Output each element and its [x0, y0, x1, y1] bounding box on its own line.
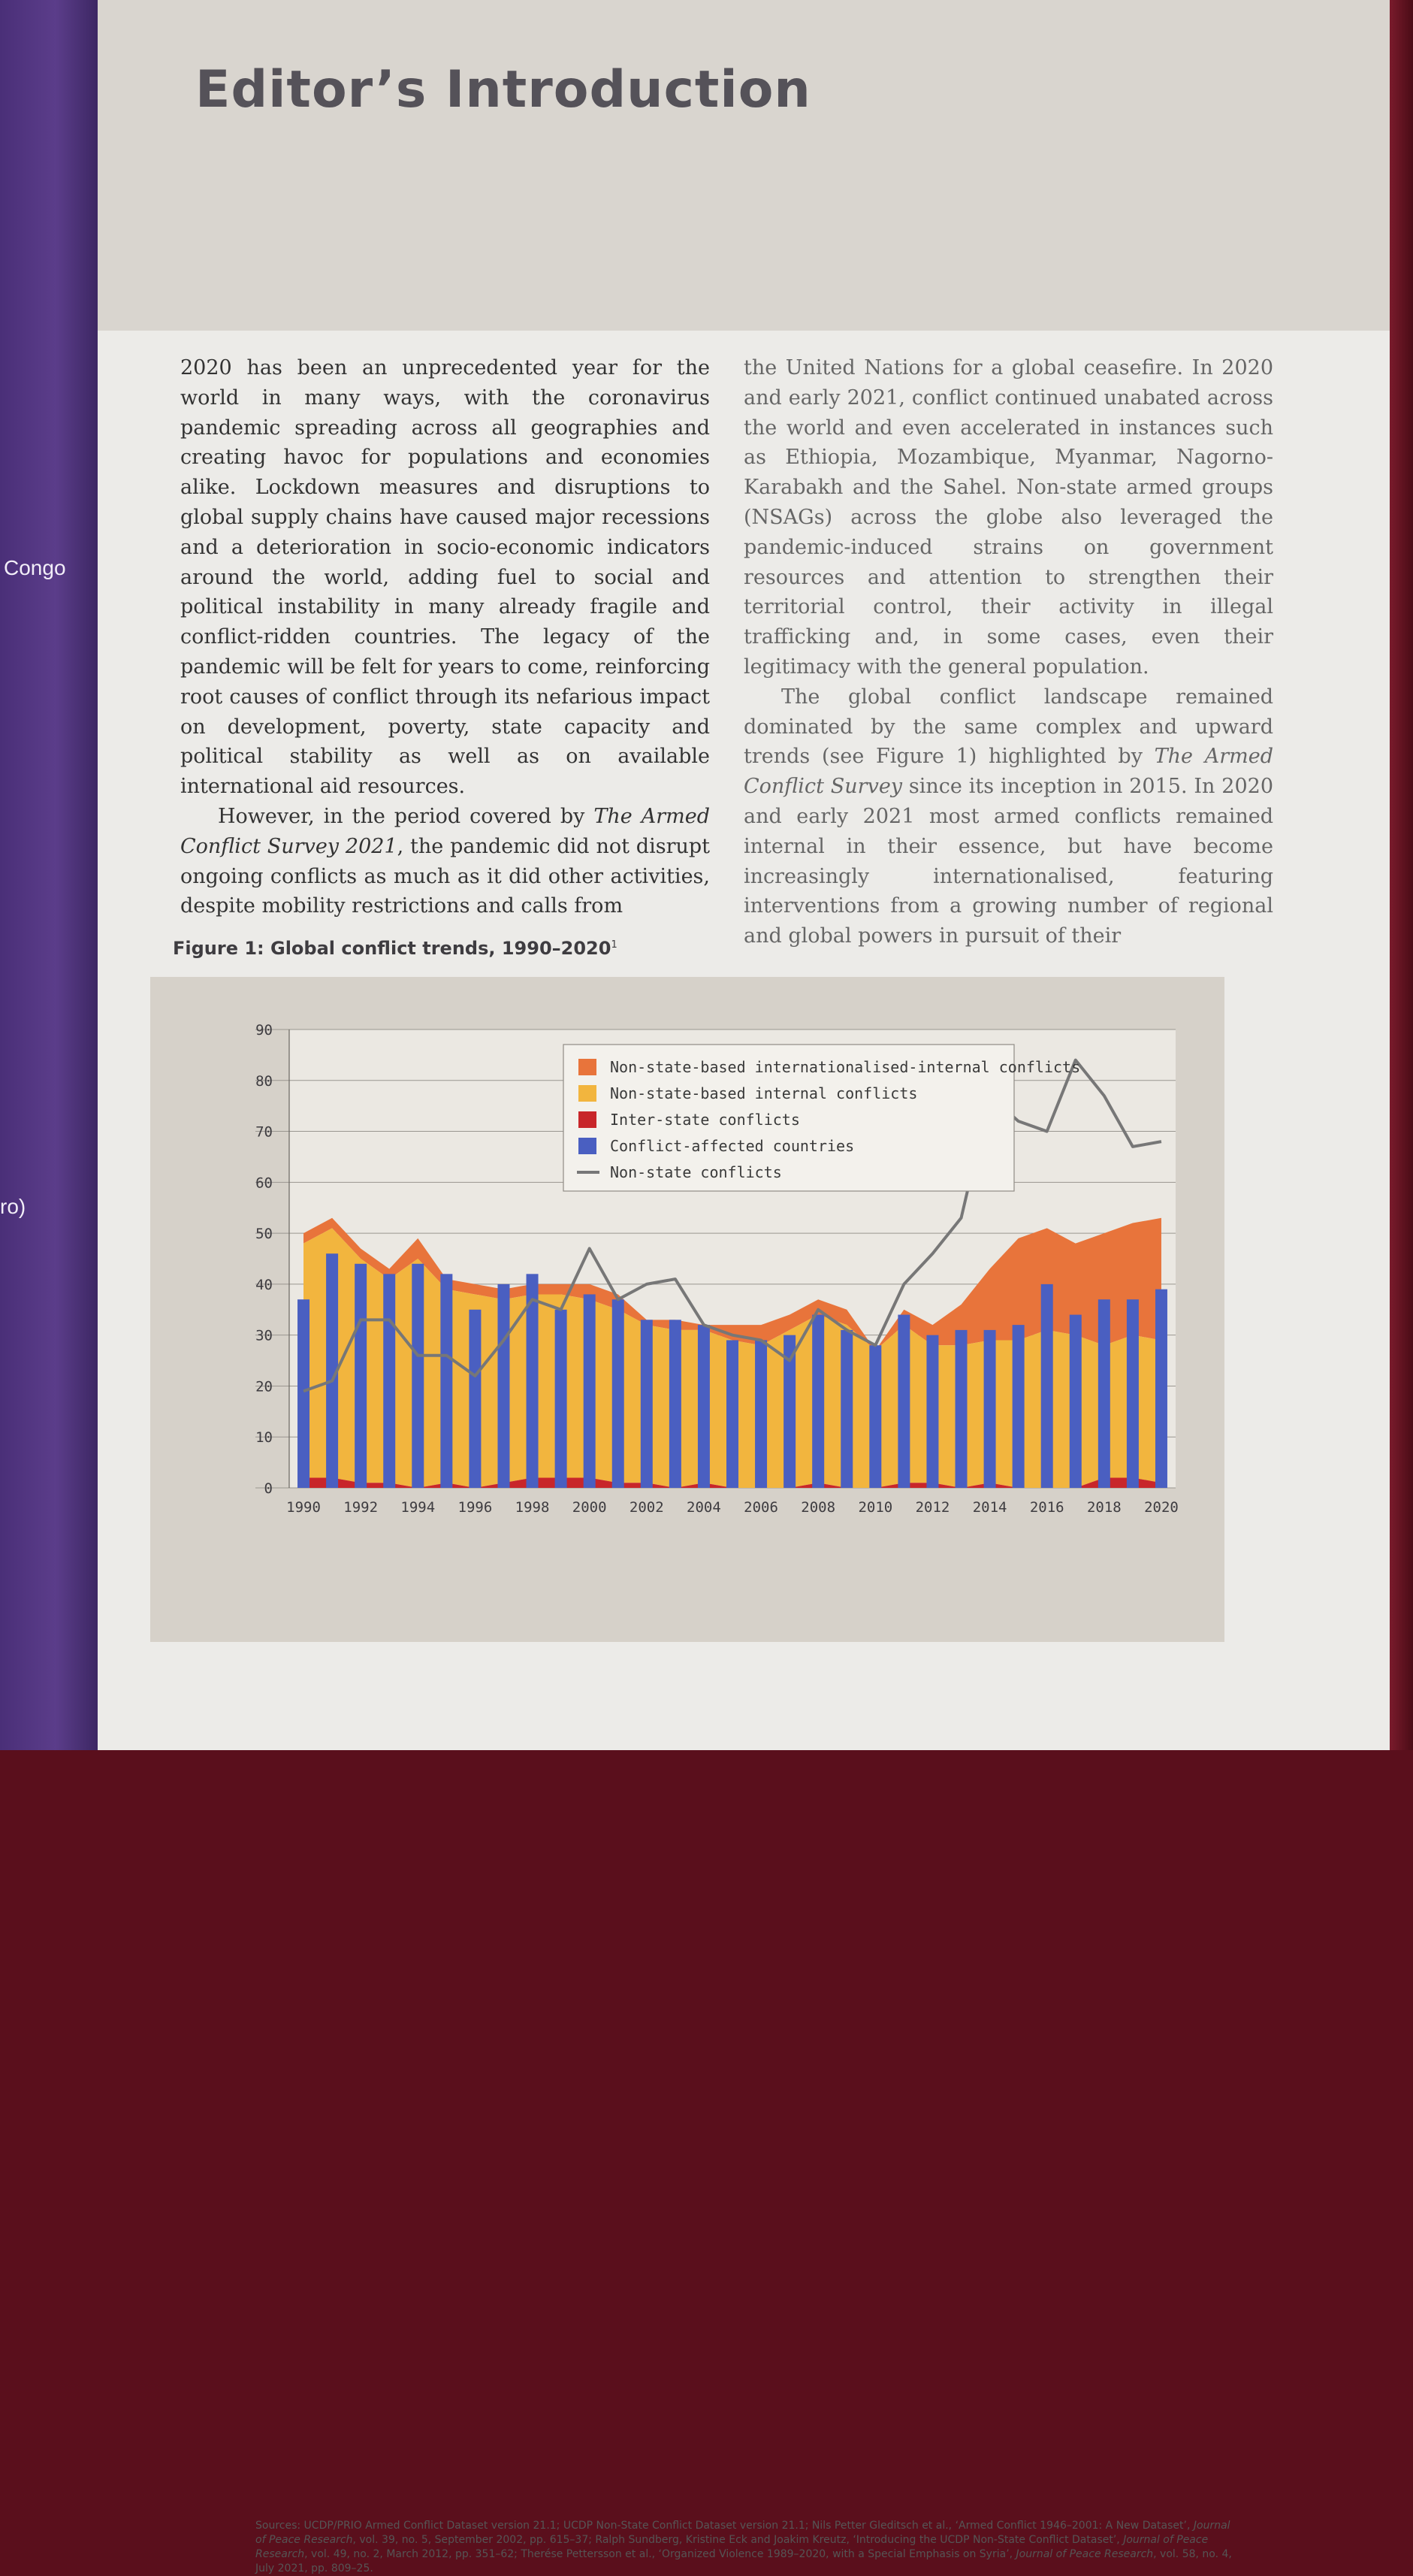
y-tick-label: 30: [255, 1327, 273, 1344]
legend-swatch: [578, 1111, 596, 1128]
legend-swatch: [578, 1085, 596, 1102]
x-tick-label: 2008: [801, 1499, 836, 1516]
legend-swatch: [578, 1138, 596, 1154]
bar-conflict-affected: [1013, 1325, 1025, 1488]
bar-conflict-affected: [1155, 1290, 1167, 1488]
y-tick-label: 80: [255, 1072, 273, 1090]
chart-sources: Sources: UCDP/PRIO Armed Conflict Dataset version 21.1; UCDP Non-State Conflict Dataset version 21.1; Nils Petter Gleditsch et al., ‘Armed Conflict 1946–2001: A New Dataset’, Journal of Peace Research, vol. 39, no. 5, September 2002, pp. 615–37; Ralph Sundberg, Kristine Eck and Joakim Kreutz, ‘Introducing the UCDP Non-State Conflict Dataset’, Journal of Peace Research, vol. 49, no. 2, March 2012, pp. 351–62; Therése Pettersson et al., ‘Organized Violence 1989–2020, with a Special Emphasis on Syria’, Journal of Peace Research, vol. 58, no. 4, July 2021, pp. 809–25.: [255, 2520, 1232, 2574]
bar-conflict-affected: [841, 1330, 853, 1488]
bar-conflict-affected: [812, 1315, 824, 1488]
bar-conflict-affected: [984, 1330, 996, 1488]
x-tick-label: 1990: [286, 1499, 321, 1516]
bar-conflict-affected: [698, 1325, 710, 1488]
book-page: [98, 0, 1390, 2574]
y-tick-label: 20: [255, 1378, 273, 1395]
y-tick-label: 90: [255, 1022, 273, 1039]
chart-panel: [150, 977, 1232, 2574]
bar-conflict-affected: [469, 1310, 481, 1488]
bar-conflict-affected: [669, 1320, 681, 1488]
bar-conflict-affected: [898, 1315, 910, 1488]
y-tick-label: 40: [255, 1276, 273, 1293]
y-tick-label: 60: [255, 1175, 273, 1192]
bar-conflict-affected: [555, 1310, 567, 1488]
bar-conflict-affected: [1098, 1299, 1110, 1488]
paragraph: the United Nations for a global ceasefire. In 2020 and early 2021, conflict continued unabated across the world and even accelerated in instances such as Ethiopia, Mozambique, Myanmar, Nagorno-Karabakh and the Sahel. Non-state armed groups (NSAGs) across the globe also leveraged the pandemic-induced strains on government resources and attention to strengthen their territorial control, their activity in illegal trafficking and, in some cases, even their legitimacy with the general population.: [744, 356, 1273, 679]
x-tick-label: 2020: [1144, 1499, 1179, 1516]
bar-conflict-affected: [641, 1320, 653, 1488]
bar-conflict-affected: [412, 1264, 424, 1488]
text-column-right: [744, 353, 1273, 951]
header-band: [98, 0, 1390, 331]
legend-swatch: [578, 1059, 596, 1075]
bar-conflict-affected: [612, 1299, 624, 1488]
figure-caption: Figure 1: Global conflict trends, 1990–2020$^1$: [173, 938, 617, 959]
x-tick-label: 2012: [915, 1499, 950, 1516]
bar-conflict-affected: [440, 1274, 452, 1488]
bar-conflict-affected: [755, 1340, 767, 1488]
bar-conflict-affected: [956, 1330, 968, 1488]
book-cover-edge: [1390, 0, 1413, 1750]
publication-title: The Armed Conflict Survey 2021: [180, 804, 710, 858]
page-title: Editor’s Introduction: [195, 60, 811, 119]
x-tick-label: 2004: [687, 1499, 721, 1516]
paragraph: However, in the period covered by The Armed Conflict Survey 2021, the pandemic did not disrupt ongoing conflicts as much as it did other activities, despite mobility restrictions and calls from: [180, 804, 710, 918]
bar-conflict-affected: [926, 1335, 938, 1488]
x-tick-label: 2014: [972, 1499, 1007, 1516]
y-tick-label: 50: [255, 1226, 273, 1243]
bar-conflict-affected: [297, 1299, 309, 1488]
legend-label: Non-state-based internationalised-internal conflicts: [610, 1058, 1081, 1076]
x-tick-label: 2002: [629, 1499, 664, 1516]
bar-conflict-affected: [355, 1264, 367, 1488]
bar-conflict-affected: [497, 1284, 509, 1488]
x-tick-label: 2010: [858, 1499, 893, 1516]
legend-label: Non-state conflicts: [610, 1163, 782, 1181]
x-tick-label: 2000: [572, 1499, 607, 1516]
bar-conflict-affected: [383, 1274, 395, 1488]
x-tick-label: 1998: [515, 1499, 550, 1516]
x-tick-label: 1996: [457, 1499, 493, 1516]
legend-label: Non-state-based internal conflicts: [610, 1084, 918, 1102]
legend-label: Conflict-affected countries: [610, 1137, 855, 1155]
bar-conflict-affected: [1070, 1315, 1082, 1488]
x-tick-label: 2006: [744, 1499, 778, 1516]
x-tick-label: 1994: [400, 1499, 436, 1516]
x-tick-label: 2016: [1029, 1499, 1064, 1516]
y-tick-label: 70: [255, 1123, 273, 1141]
y-tick-label: 0: [264, 1480, 273, 1497]
x-tick-label: 1992: [343, 1499, 379, 1516]
conflict-trends-chart: [150, 977, 1224, 1642]
legend-label: Inter-state conflicts: [610, 1111, 800, 1129]
paragraph: 2020 has been an unprecedented year for the world in many ways, with the coronavirus pandemic spreading across all geographies and creating havoc for populations and economies alike. Lockdown measures and disruptions to global supply chains have caused major recessions and a deterioration in socio-economic indicators around the world, adding fuel to social and political instability in many already fragile and conflict-ridden countries. The legacy of the pandemic will be felt for years to come, reinforcing root causes of conflict through its nefarious impact on development, poverty, state capacity and political stability as well as on available international aid resources.: [180, 356, 710, 799]
paragraph: The global conflict landscape remained dominated by the same complex and upward trends (see Figure 1) highlighted by The Armed Conflict Survey since its inception in 2015. In 2020 and early 2021 most armed conflicts remained internal in their essence, but have become increasingly internationalised, featuring interventions from a growing number of regional and global powers in pursuit of their: [744, 685, 1274, 948]
y-tick-label: 10: [255, 1429, 273, 1447]
previous-page-snippet: Congo: [4, 556, 66, 579]
x-tick-label: 2018: [1086, 1499, 1122, 1516]
bar-conflict-affected: [584, 1294, 596, 1488]
previous-page-edge: [0, 0, 101, 1750]
publication-title: The Armed Conflict Survey: [744, 745, 1273, 799]
footnote-marker: 1: [611, 939, 617, 951]
bar-conflict-affected: [1041, 1284, 1053, 1488]
text-column-left: [180, 353, 710, 921]
bar-conflict-affected: [726, 1340, 738, 1488]
previous-page-snippet: ro): [0, 1195, 26, 1218]
bar-conflict-affected: [869, 1345, 881, 1488]
bar-conflict-affected: [1127, 1299, 1139, 1488]
